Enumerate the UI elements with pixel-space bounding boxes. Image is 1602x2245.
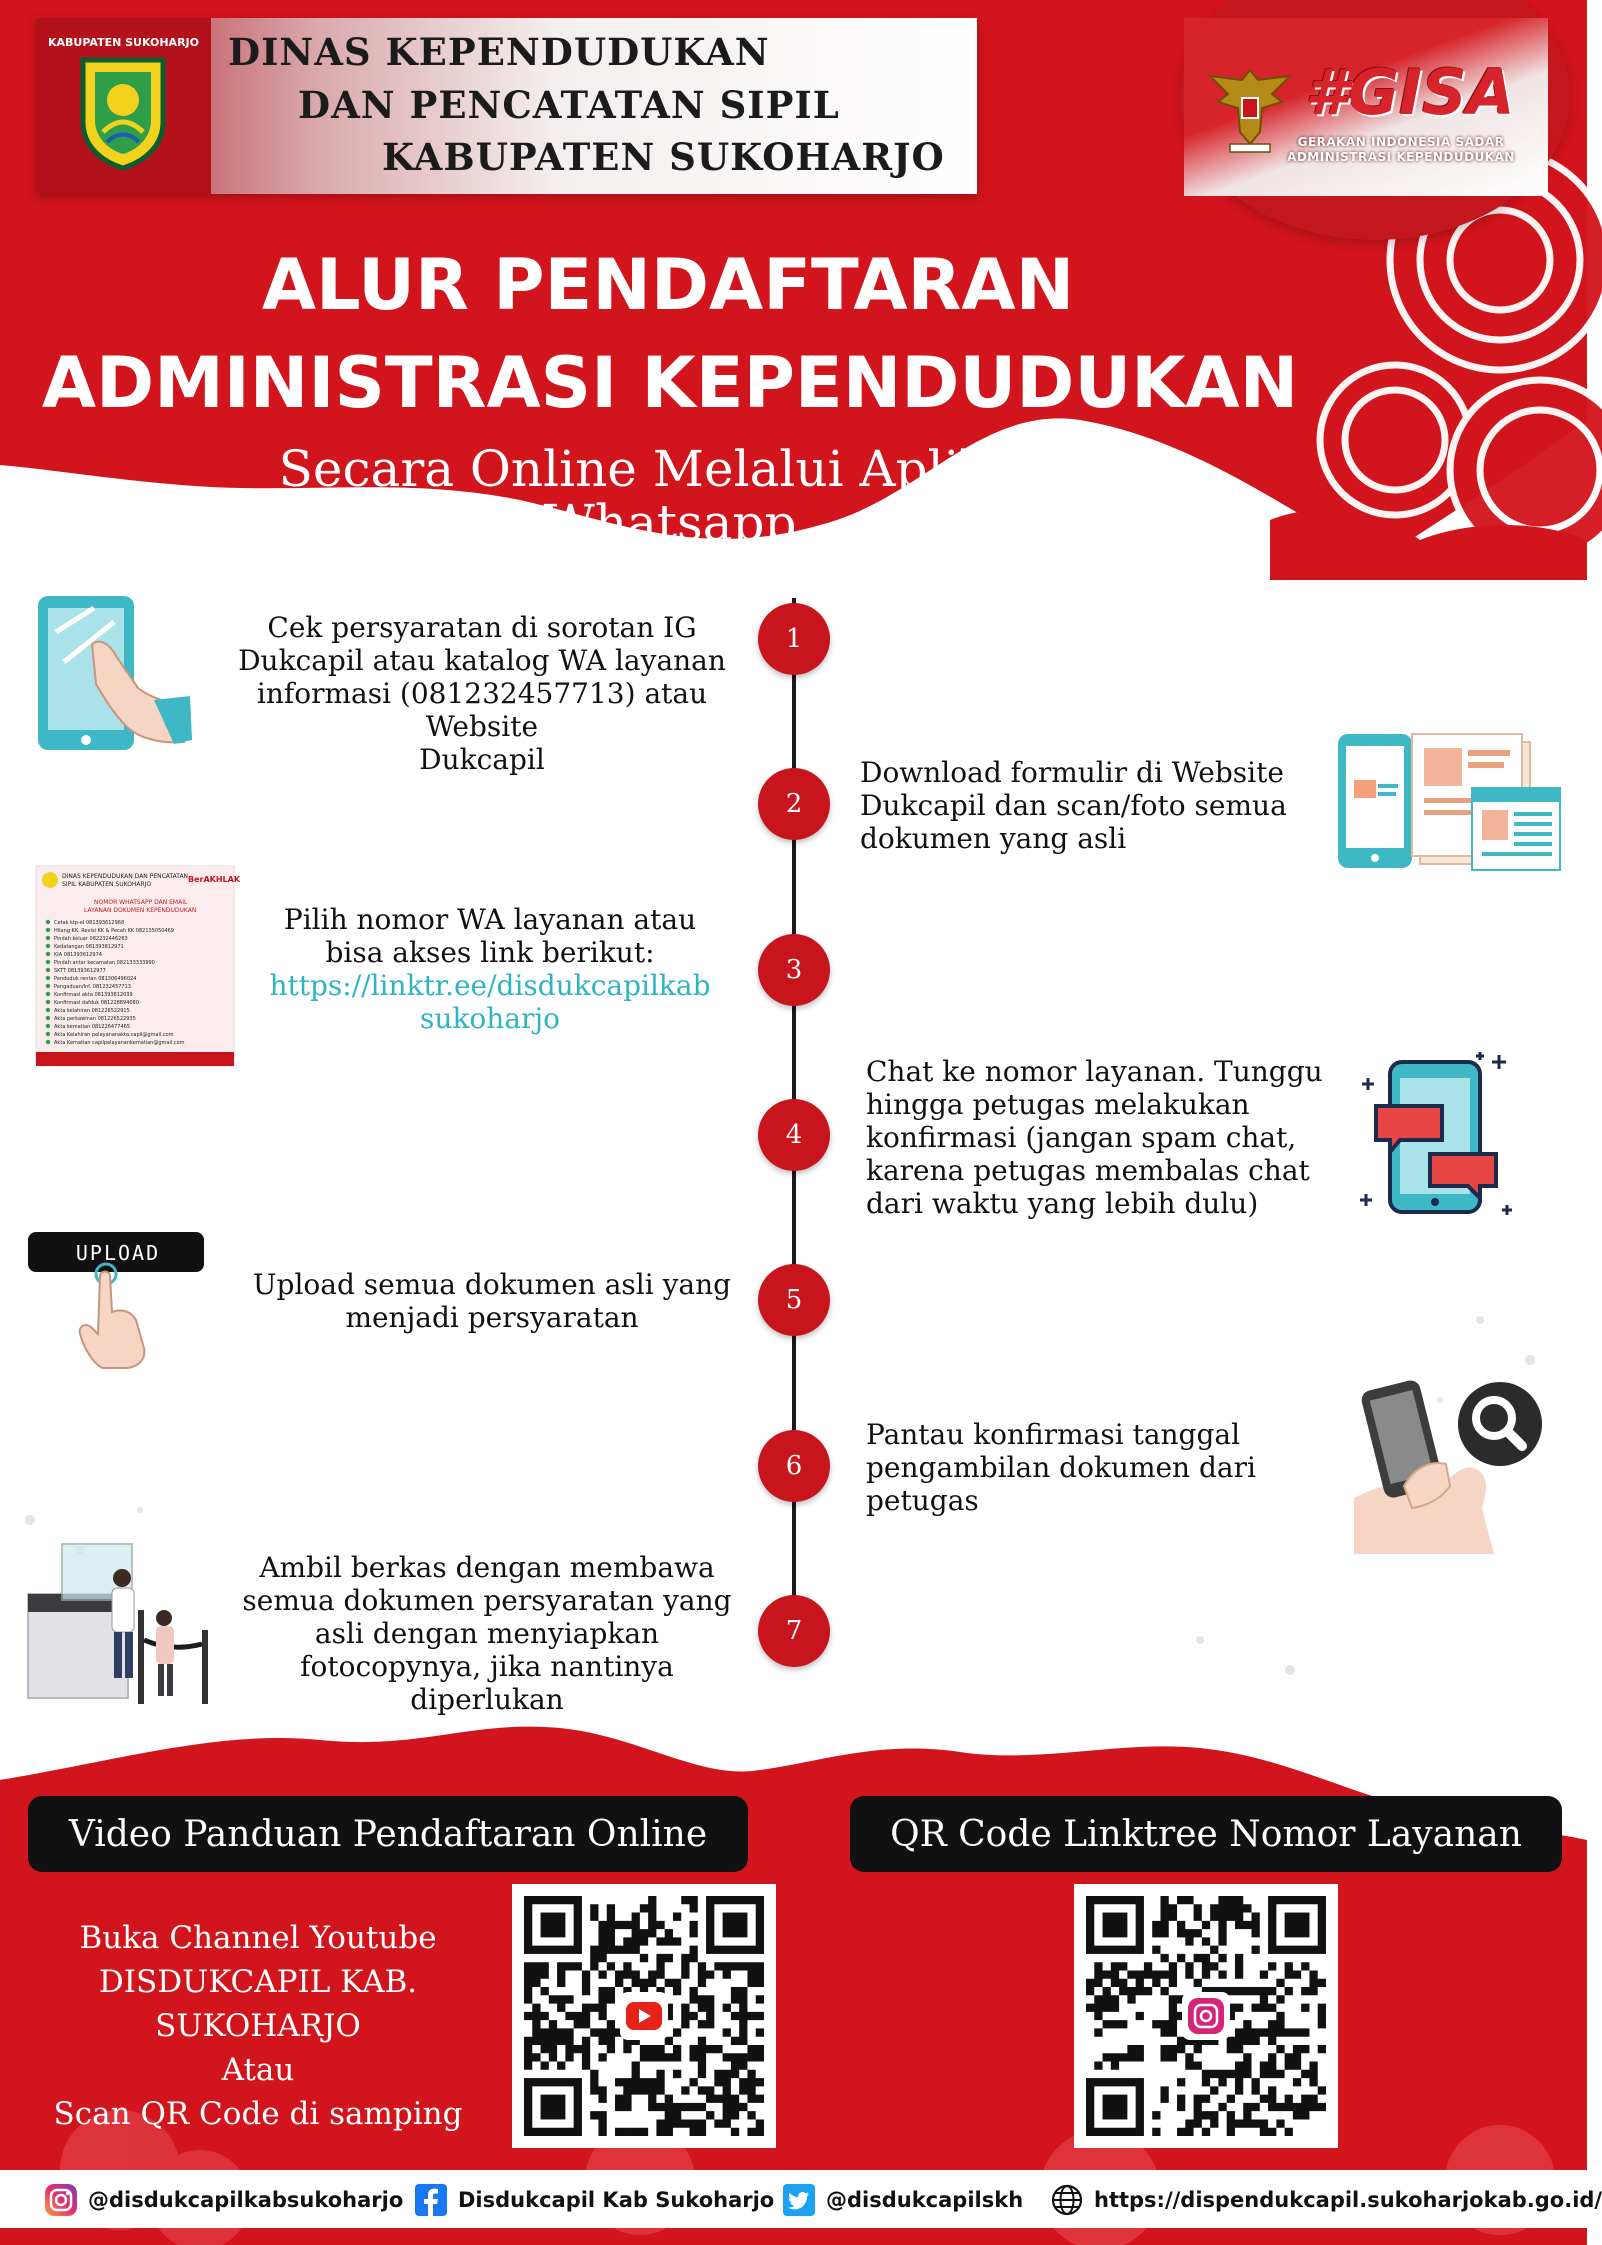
step-6-line: petugas	[866, 1484, 979, 1517]
step-6-line: pengambilan dokumen dari	[866, 1451, 1256, 1484]
social-footer	[0, 2170, 1602, 2228]
step-3-line: Pilih nomor WA layanan atau	[283, 903, 697, 936]
flyer-item-bullet	[46, 1000, 50, 1004]
flyer-item: Pindah antar kecamatan 082133333990	[54, 960, 155, 966]
flyer-badge: BerAKHLAK	[188, 875, 241, 884]
flyer-item: Hilang KK, Revisi KK & Pecah KK 082135050469	[54, 928, 174, 934]
gisa-hashtag: #GISA	[1305, 56, 1515, 129]
tablet-touch-icon	[34, 592, 194, 756]
step-2-line: Download formulir di Website	[860, 756, 1284, 789]
step-2-line: dokumen yang asli	[860, 822, 1127, 855]
step-2-text	[860, 756, 1340, 855]
step-7-line: asli dengan menyiapkan	[314, 1617, 660, 1650]
upload-button-icon	[28, 1230, 208, 1370]
flyer-item-bullet	[46, 1040, 50, 1044]
step-5-line: Upload semua dokumen asli yang	[252, 1268, 732, 1301]
step-3-text	[240, 903, 740, 1035]
footer-twitter[interactable]	[782, 2182, 1023, 2218]
flyer-item-bullet	[46, 968, 50, 972]
step-4-line: dari waktu yang lebih dulu)	[866, 1187, 1259, 1220]
flyer-title-line-2: SIPIL KABUPATEN SUKOHARJO	[62, 881, 152, 888]
step-number-7: 7	[758, 1595, 830, 1667]
step-4-line: Chat ke nomor layanan. Tunggu	[866, 1055, 1323, 1088]
logo-label: KABUPATEN SUKOHARJO	[48, 36, 199, 49]
step-7-text	[212, 1551, 762, 1716]
step-1-line: Cek persyaratan di sorotan IG	[267, 611, 697, 644]
gisa-card	[1184, 18, 1548, 196]
service-numbers-flyer-thumbnail	[36, 866, 241, 1066]
flyer-item: Akta kelahiran 081226522915	[54, 1008, 130, 1014]
globe-icon	[1050, 2183, 1084, 2217]
step-2-line: Dukcapil dan scan/foto semua	[860, 789, 1287, 822]
qr-finder-inner	[1285, 1913, 1310, 1938]
flyer-item-bullet	[46, 920, 50, 924]
agency-title-line-3: KABUPATEN SUKOHARJO	[382, 135, 945, 179]
step-6-text	[866, 1418, 1306, 1517]
facebook-page: Disdukcapil Kab Sukoharjo	[458, 2188, 775, 2212]
qr-finder-inner	[1103, 2095, 1128, 2120]
step-4-line: hingga petugas melakukan	[866, 1088, 1250, 1121]
flyer-item: Akta kematian 081226477465	[54, 1024, 131, 1030]
subtitle-line-2: Whatsapp	[543, 494, 797, 552]
gisa-subtitle	[1276, 135, 1526, 165]
step-7-line: Ambil berkas dengan membawa	[259, 1551, 715, 1584]
agency-title	[36, 18, 977, 194]
header-banner	[36, 18, 977, 194]
step-7-line: fotocopynya, jika nantinya	[300, 1650, 674, 1683]
youtube-line: Buka Channel Youtube	[79, 1920, 437, 1956]
youtube-qr-code[interactable]	[512, 1884, 776, 2148]
flyer-heading-line-2: LAYANAN DOKUMEN KEPENDUDUKAN	[84, 907, 197, 914]
flyer-item: Akta Kelahiran pelayananakta.capil@gmail.com	[54, 1032, 174, 1038]
step-1-line: Dukcapil	[419, 743, 545, 776]
step-number-5: 5	[758, 1264, 830, 1336]
step-7-line: diperlukan	[410, 1683, 564, 1716]
service-counter-icon	[22, 1540, 222, 1710]
step-1-line: Dukcapil atau katalog WA layanan	[238, 644, 726, 677]
flyer-item-bullet	[46, 1016, 50, 1020]
flyer-item: Konfirmasi akta 081393812039	[54, 992, 133, 998]
instagram-icon	[44, 2183, 78, 2217]
qr-finder-inner	[723, 1913, 748, 1938]
step-5-line: menjadi persyaratan	[345, 1301, 639, 1334]
youtube-line: DISDUKCAPIL KAB. SUKOHARJO	[98, 1964, 418, 2044]
step-number-1: 1	[758, 603, 830, 675]
youtube-line: Atau	[221, 2052, 295, 2088]
flyer-title-line-1: DINAS KEPENDUDUKAN DAN PENCATATAN	[62, 873, 189, 880]
twitter-icon	[782, 2183, 816, 2217]
flyer-item-bullet	[46, 1008, 50, 1012]
agency-title-line-1: DINAS KEPENDUDUKAN	[228, 30, 770, 74]
step-5-text	[222, 1268, 762, 1334]
qr-finder-inner	[1103, 1913, 1128, 1938]
flyer-item: Penduduk rentan 081306496024	[54, 976, 137, 982]
qr-finder-inner	[541, 1913, 566, 1938]
flyer-item: Cetak ktp-el 081393612968	[54, 920, 125, 926]
step-6-line: Pantau konfirmasi tanggal	[866, 1418, 1241, 1451]
linktree-link[interactable]: https://linktr.ee/disdukcapilkab	[269, 969, 711, 1002]
flyer-item-bullet	[46, 944, 50, 948]
gisa-subtitle-line-2: ADMINISTRASI KEPENDUDUKAN	[1287, 150, 1515, 164]
footer-website[interactable]	[1050, 2182, 1602, 2218]
flyer-item: Pindah keluar 082232446263	[54, 936, 128, 942]
youtube-line: Scan QR Code di samping	[53, 2096, 463, 2132]
upload-label: UPLOAD	[75, 1241, 161, 1265]
flyer-item: SKTT 081393612977	[54, 968, 106, 974]
footer-instagram[interactable]	[44, 2182, 403, 2218]
step-4-line: konfirmasi (jangan spam chat,	[866, 1121, 1297, 1154]
qr-linktree-heading: QR Code Linktree Nomor Layanan	[850, 1796, 1562, 1872]
flyer-item-bullet	[46, 984, 50, 988]
footer-facebook[interactable]	[414, 2182, 774, 2218]
instagram-handle: @disdukcapilkabsukoharjo	[88, 2188, 404, 2212]
subtitle-line-1: Secara Online Melalui Aplikasi	[278, 440, 1062, 498]
step-4-line: karena petugas membalas chat	[866, 1154, 1310, 1187]
gisa-subtitle-line-1: GERAKAN INDONESIA SADAR	[1297, 135, 1505, 149]
step-number-6: 6	[758, 1430, 830, 1502]
flyer-item: Kedatangan 081393812971	[54, 944, 124, 950]
linktree-link-continued[interactable]: sukoharjo	[420, 1002, 560, 1035]
linktree-qr-code[interactable]	[1074, 1884, 1338, 2148]
step-number-4: 4	[758, 1099, 830, 1171]
step-1-text	[212, 611, 752, 776]
flyer-item-bullet	[46, 952, 50, 956]
step-1-line: informasi (081232457713) atau Website	[256, 677, 708, 743]
agency-title-line-2: DAN PENCATATAN SIPIL	[298, 83, 840, 127]
qr-finder-inner	[541, 2095, 566, 2120]
step-3-line: bisa akses link berikut:	[325, 936, 655, 969]
website-url: https://dispendukcapil.sukoharjokab.go.id/	[1094, 2188, 1602, 2212]
step-7-line: semua dokumen persyaratan yang	[242, 1584, 732, 1617]
linktree-qr-pattern	[1086, 1896, 1326, 2136]
flyer-item: Pengaduan/Inf. 081232457713	[54, 984, 131, 990]
flyer-item: Akta Kematian capilpelayanankematian@gmail.com	[54, 1040, 185, 1046]
flyer-item-bullet	[46, 1032, 50, 1036]
step-number-3: 3	[758, 934, 830, 1006]
main-title-line-2: ADMINISTRASI KEPENDUDUKAN	[41, 342, 1299, 424]
flyer-item-bullet	[46, 992, 50, 996]
flyer-item-bullet	[46, 936, 50, 940]
flyer-item-bullet	[46, 976, 50, 980]
twitter-handle: @disdukcapilskh	[826, 2188, 1024, 2212]
flyer-item: KIA 081393612974	[54, 952, 102, 958]
phone-search-icon	[1354, 1378, 1544, 1554]
youtube-qr-pattern	[524, 1896, 764, 2136]
step-number-2: 2	[758, 768, 830, 840]
facebook-icon	[414, 2183, 448, 2217]
instagram-icon	[1188, 1998, 1224, 2034]
flyer-item: Akta perkawinan 081226522935	[54, 1016, 136, 1022]
flyer-item-bullet	[46, 960, 50, 964]
chat-phone-icon	[1356, 1050, 1516, 1220]
video-guide-heading: Video Panduan Pendaftaran Online	[28, 1796, 748, 1872]
youtube-instructions	[8, 1916, 508, 2136]
flyer-heading-line-1: NOMOR WHATSAPP DAN EMAIL	[94, 899, 188, 906]
flyer-item-bullet	[46, 928, 50, 932]
step-4-text	[866, 1055, 1356, 1220]
flyer-item: Konfirmasi dafduk 081228894080	[54, 1000, 139, 1006]
main-title-line-1: ALUR PENDAFTARAN	[261, 244, 1075, 326]
documents-download-icon	[1336, 732, 1562, 872]
flyer-item-bullet	[46, 1024, 50, 1028]
